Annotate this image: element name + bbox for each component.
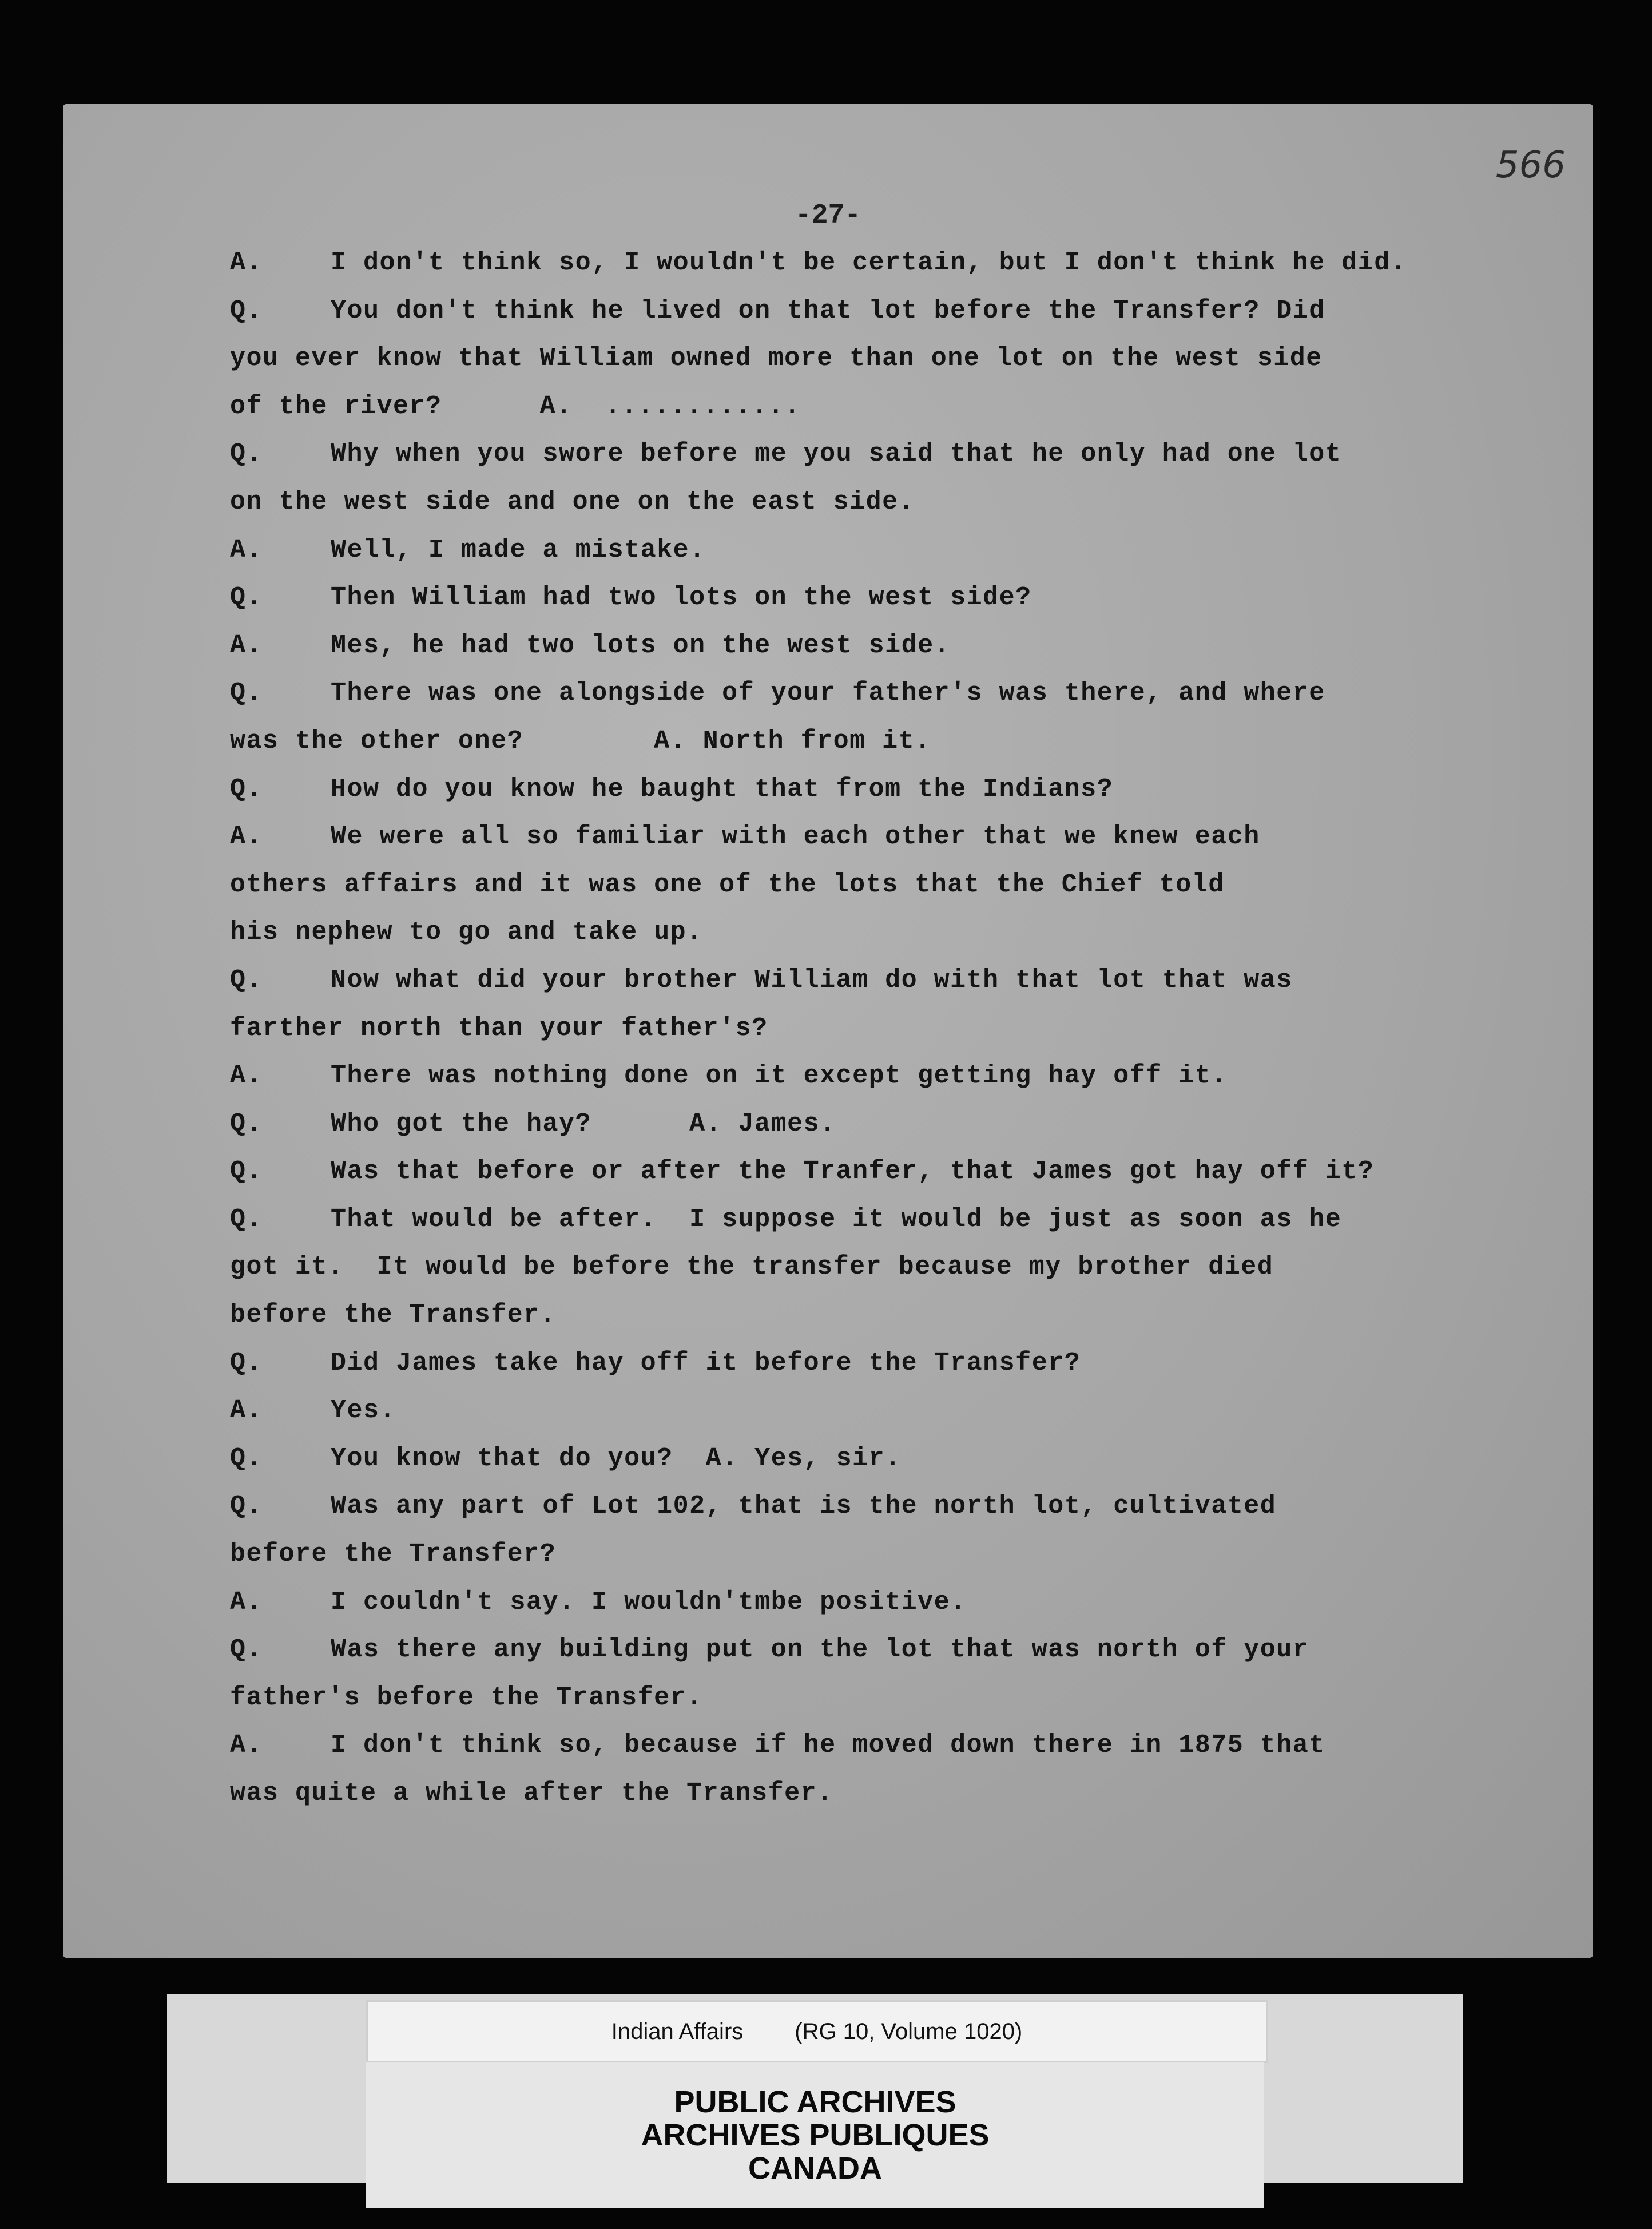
transcript-line <box>230 1387 1591 1435</box>
line-text: of the river? A. ............ <box>230 391 801 421</box>
transcript-line <box>230 957 1591 1005</box>
line-text: You know that do you? A. Yes, sir. <box>331 1443 902 1473</box>
speaker-tag: A. <box>230 535 263 565</box>
line-text: Why when you swore before me you said that he only had one lot <box>331 439 1342 469</box>
line-text: got it. It would be before the transfer because my brother died <box>230 1252 1274 1282</box>
transcript-line <box>230 1005 1591 1053</box>
line-text: I don't think so, because if he moved down there in 1875 that <box>331 1731 1325 1760</box>
line-text: Did James take hay off it before the Transfer? <box>331 1348 1081 1378</box>
transcript-line <box>230 1530 1591 1578</box>
transcript-line <box>230 383 1591 431</box>
archive-name-en: PUBLIC ARCHIVES <box>674 2084 956 2119</box>
transcript-line <box>230 1435 1591 1483</box>
line-text: You don't think he lived on that lot before the Transfer? Did <box>331 296 1325 326</box>
line-text: Mes, he had two lots on the west side. <box>331 630 951 660</box>
line-text: There was one alongside of your father's was there, and where <box>331 679 1325 708</box>
transcript-line <box>230 669 1591 717</box>
transcript-line <box>230 1482 1591 1530</box>
line-text: Then William had two lots on the west side? <box>331 583 1032 613</box>
archive-country: CANADA <box>748 2151 882 2186</box>
transcript-line <box>230 622 1591 670</box>
transcript-line <box>230 813 1591 861</box>
transcript-line <box>230 526 1591 574</box>
line-text: before the Transfer? <box>230 1540 557 1569</box>
transcript-line <box>230 1674 1591 1722</box>
speaker-tag: Q. <box>230 679 263 708</box>
transcript-line <box>230 430 1591 478</box>
transcript-line <box>230 717 1591 766</box>
transcript-line <box>230 1578 1591 1627</box>
transcript-line <box>230 1291 1591 1339</box>
folio-number: 566 <box>1495 144 1566 187</box>
transcript-line <box>230 861 1591 909</box>
line-text: was quite a while after the Transfer. <box>230 1779 833 1808</box>
speaker-tag: Q. <box>230 296 263 326</box>
speaker-tag: Q. <box>230 583 263 613</box>
line-text: farther north than your father's? <box>230 1013 768 1043</box>
speaker-tag: A. <box>230 1396 263 1426</box>
transcript-line <box>230 478 1591 526</box>
page-number: -27- <box>795 200 861 231</box>
line-text: Well, I made a mistake. <box>331 535 706 565</box>
speaker-tag: A. <box>230 1061 263 1091</box>
speaker-tag: Q. <box>230 1635 263 1665</box>
line-text: was the other one? A. North from it. <box>230 726 931 756</box>
transcript-line <box>230 1626 1591 1674</box>
line-text: Was any part of Lot 102, that is the north lot, cultivated <box>331 1492 1277 1521</box>
speaker-tag: A. <box>230 630 263 660</box>
archive-series: Indian Affairs <box>611 2018 744 2044</box>
line-text: his nephew to go and take up. <box>230 918 703 947</box>
archive-reference-strip <box>366 2000 1268 2063</box>
speaker-tag: Q. <box>230 1492 263 1521</box>
line-text: Yes. <box>331 1396 396 1426</box>
archive-name-fr: ARCHIVES PUBLIQUES <box>641 2117 990 2152</box>
line-text: There was nothing done on it except getting hay off it. <box>331 1061 1228 1091</box>
speaker-tag: A. <box>230 1587 263 1617</box>
line-text: How do you know he baught that from the Indians? <box>331 774 1114 804</box>
typed-page <box>63 104 1593 1958</box>
speaker-tag: Q. <box>230 1109 263 1139</box>
transcript-line <box>230 1148 1591 1196</box>
archive-stamp <box>366 2062 1264 2208</box>
line-text: Now what did your brother William do with that lot that was <box>331 965 1293 995</box>
line-text: Was that before or after the Tranfer, that James got hay off it? <box>331 1157 1375 1187</box>
line-text: father's before the Transfer. <box>230 1683 703 1712</box>
line-text: before the Transfer. <box>230 1300 557 1330</box>
transcript-line <box>230 1196 1591 1244</box>
transcript-line <box>230 335 1591 383</box>
line-text: I couldn't say. I wouldn'tmbe positive. <box>331 1587 967 1617</box>
speaker-tag: A. <box>230 248 263 277</box>
transcript-line <box>230 1100 1591 1148</box>
speaker-tag: A. <box>230 1731 263 1760</box>
speaker-tag: Q. <box>230 439 263 469</box>
line-text: on the west side and one on the east side. <box>230 487 915 517</box>
transcript-line <box>230 766 1591 814</box>
transcript-line <box>230 909 1591 957</box>
line-text: We were all so familiar with each other that we knew each <box>331 822 1260 852</box>
transcript-line <box>230 1770 1591 1818</box>
speaker-tag: Q. <box>230 965 263 995</box>
transcript-line <box>230 287 1591 335</box>
line-text: you ever know that William owned more than one lot on the west side <box>230 344 1323 374</box>
speaker-tag: Q. <box>230 1157 263 1187</box>
transcript-line <box>230 574 1591 622</box>
speaker-tag: Q. <box>230 774 263 804</box>
speaker-tag: Q. <box>230 1204 263 1234</box>
transcript-line <box>230 1339 1591 1387</box>
transcript-line <box>230 1243 1591 1291</box>
transcript-line <box>230 1722 1591 1770</box>
speaker-tag: Q. <box>230 1348 263 1378</box>
line-text: That would be after. I suppose it would be just as soon as he <box>331 1204 1342 1234</box>
speaker-tag: A. <box>230 822 263 852</box>
archive-reference: (RG 10, Volume 1020) <box>795 2018 1023 2044</box>
transcript-line <box>230 1052 1591 1100</box>
speaker-tag: Q. <box>230 1443 263 1473</box>
transcript-body <box>230 239 1591 1818</box>
line-text: others affairs and it was one of the lots that the Chief told <box>230 870 1225 899</box>
transcript-line <box>230 239 1591 287</box>
line-text: I don't think so, I wouldn't be certain, but I don't think he did. <box>331 248 1407 277</box>
line-text: Was there any building put on the lot that was north of your <box>331 1635 1309 1665</box>
line-text: Who got the hay? A. James. <box>331 1109 836 1139</box>
